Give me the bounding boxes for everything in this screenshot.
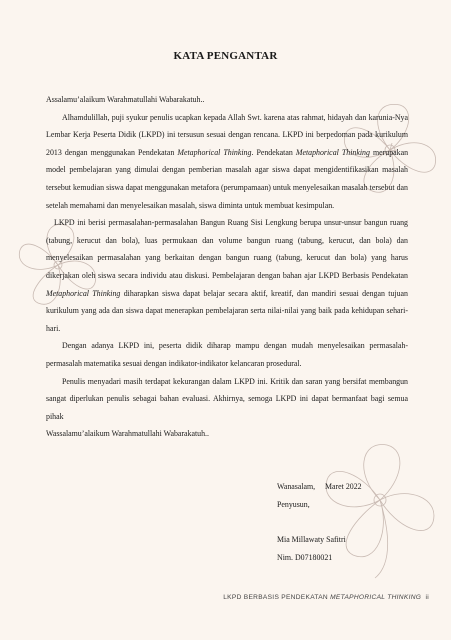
paragraph-3: Dengan adanya LKPD ini, peserta didik diharap mampu dengan mudah menyelesaikan permasalah-permasalah matematika sesuai dengan indikator-indikator kelancaran prosedural. [46,341,408,368]
footer-emphasis: METAPHORICAL THINKING [330,594,422,601]
signature-role: Penyusun, [277,499,310,509]
signature-nim: Nim. D07180021 [277,552,333,562]
paragraph-1-emphasis-2: Metaphorical Thinking [295,147,370,157]
paragraph-2 [46,214,408,337]
paragraph-1-emphasis-1: Metaphorical Thinking [177,147,252,157]
signature-block [277,478,362,566]
closing: Wassalamu’alaikum Warahmatullahi Wabarakatuh.. [46,429,210,439]
paragraph-1-text-a: Alhamdulillah, puji syukur penulis ucapkan kepada Allah Swt. karena atas rahmat, hidayah dan karunia-Nya Lembar Kerja Peserta Didik (LKPD) ini tersusun sesuai dengan rencana. LKPD ini berpedoman pada kurikulum 2013 dengan menggunakan Pendekatan [46,112,408,157]
paragraph-1-text-b: . Pendekatan [251,147,296,157]
page-footer [223,594,429,601]
paragraph-1 [46,109,408,215]
signature-place-date: Wanasalam, Maret 2022 [277,482,362,491]
paragraph-4: Penulis menyadari masih terdapat kekurangan dalam LKPD ini. Kritik dan saran yang bersifat membangun sangat diperlukan penulis sebagai bahan evaluasi. Akhirnya, semoga LKPD ini dapat bermanfaat bagi semua pihak [46,376,408,421]
paragraph-2-emphasis: Metaphorical Thinking [46,288,121,298]
signature-name: Mia Millawaty Safitri [277,535,346,545]
paragraph-2-text-b: diharapkan siswa dapat belajar secara aktif, kreatif, dan mandiri sesuai dengan tujuan kurikulum yang ada dan siswa dapat menerapkan pembelajaran serta nilai-nilai yang baik pada kehidupan sehari-hari. [46,288,408,333]
greeting: Assalamu’alaikum Warahmatullahi Wabarakatuh.. [46,95,205,104]
page-title: KATA PENGANTAR [173,50,278,62]
document-body [46,91,408,443]
page-number: ii [425,594,429,601]
footer-prefix: LKPD BERBASIS PENDEKATAN [223,594,331,601]
paragraph-2-text-a: LKPD ini berisi permasalahan-permasalahan Bangun Ruang Sisi Lengkung berupa unsur-unsur bangun ruang (tabung, kerucut dan bola), luas permukaan dan volume bangun ruang (tabung, kerucut, dan bola) dan menyelesaikan permasalahan yang berkaitan dengan bangun ruang (tabung, kerucut dan bola) yang harus dikerjakan oleh siswa secara individu atau diskusi. Pembelajaran dengan bahan ajar LKPD Berbasis Pendekatan [46,218,408,280]
paragraph-1-text-c: merupakan model pembelajaran yang dimulai dengan pemberian masalah agar siswa dapat mengidentifikasikan masalah tersebut kemudian siswa dapat menggunakan metafora (perumpamaan) untuk menyelesaikan masalah tersebut dan setelah memahami dan menyelesaikan masalah, siswa diminta untuk membuat kesimpulan. [46,147,409,210]
